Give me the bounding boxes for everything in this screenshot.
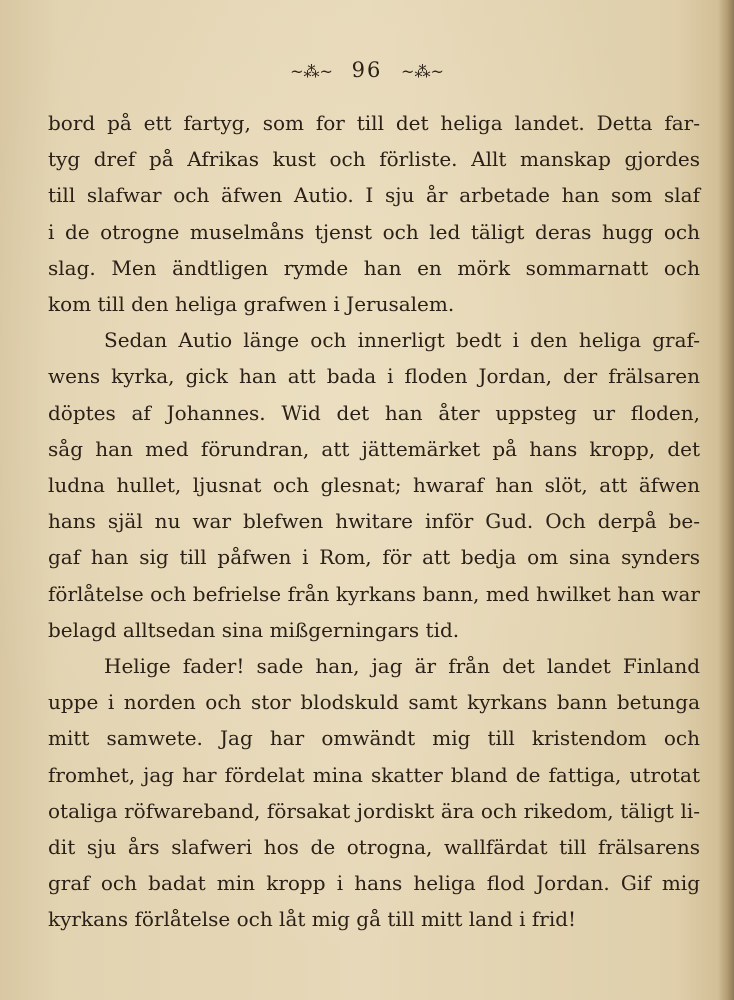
paragraph — [48, 648, 700, 938]
text-line: gaf han sig till påfwen i Rom, för att bedja om sina synders — [48, 545, 700, 570]
text-line: i de otrogne muselmåns tjenst och led täligt deras hugg och — [48, 219, 700, 244]
text-line: hans själ nu war blefwen hwitare inför Gud. Och derpå be- — [48, 509, 700, 534]
text-line: till slafwar och äfwen Autio. I sju år arbetade han som slaf — [48, 183, 700, 208]
text-line: mitt samwete. Jag har omwändt mig till kristendom och — [48, 726, 700, 751]
text-line: dit sju års slafweri hos de otrogna, wallfärdat till frälsarens — [48, 835, 700, 860]
text-line: uppe i norden och stor blodskuld samt kyrkans bann betunga — [48, 690, 700, 715]
text-line: Sedan Autio länge och innerligt bedt i den heliga graf- — [104, 328, 700, 353]
text-line: såg han med förundran, att jättemärket på hans kropp, det — [48, 436, 700, 461]
text-line: kyrkans förlåtelse och låt mig gå till mitt land i frid! — [48, 907, 577, 932]
text-line: förlåtelse och befrielse från kyrkans bann, med hwilket han war — [48, 581, 700, 606]
page-gutter-shadow — [718, 0, 734, 1000]
text-line: Helige fader! sade han, jag är från det landet Finland — [104, 654, 700, 679]
text-line: fromhet, jag har fördelat mina skatter bland de fattiga, utrotat — [48, 762, 700, 787]
paragraph — [48, 105, 700, 322]
text-line: slag. Men ändtligen rymde han en mörk sommarnatt och — [48, 255, 700, 280]
text-line: wens kyrka, gick han att bada i floden Jordan, der frälsaren — [48, 364, 700, 389]
text-line: ludna hullet, ljusnat och glesnat; hwaraf han slöt, att äfwen — [48, 473, 700, 498]
text-line: bord på ett fartyg, som for till det heliga landet. Detta far- — [48, 111, 700, 135]
text-line: tyg dref på Afrikas kust och förliste. Allt manskap gjordes — [48, 147, 700, 172]
text-line: otaliga röfwareband, försakat jordiskt ära och rikedom, täligt li- — [48, 798, 700, 823]
paragraph — [48, 322, 700, 648]
page-number: 96 — [351, 58, 383, 82]
body-text — [48, 105, 700, 938]
ornament-right: ~⁂~ — [401, 62, 444, 81]
ornament-left: ~⁂~ — [290, 62, 333, 81]
text-line: belagd alltsedan sina mißgerningars tid. — [48, 617, 460, 642]
page-header — [0, 58, 734, 82]
text-line: kom till den heliga grafwen i Jerusalem. — [48, 292, 455, 317]
text-line: döptes af Johannes. Wid det han åter uppsteg ur floden, — [48, 400, 700, 425]
text-line: graf och badat min kropp i hans heliga flod Jordan. Gif mig — [48, 871, 700, 896]
